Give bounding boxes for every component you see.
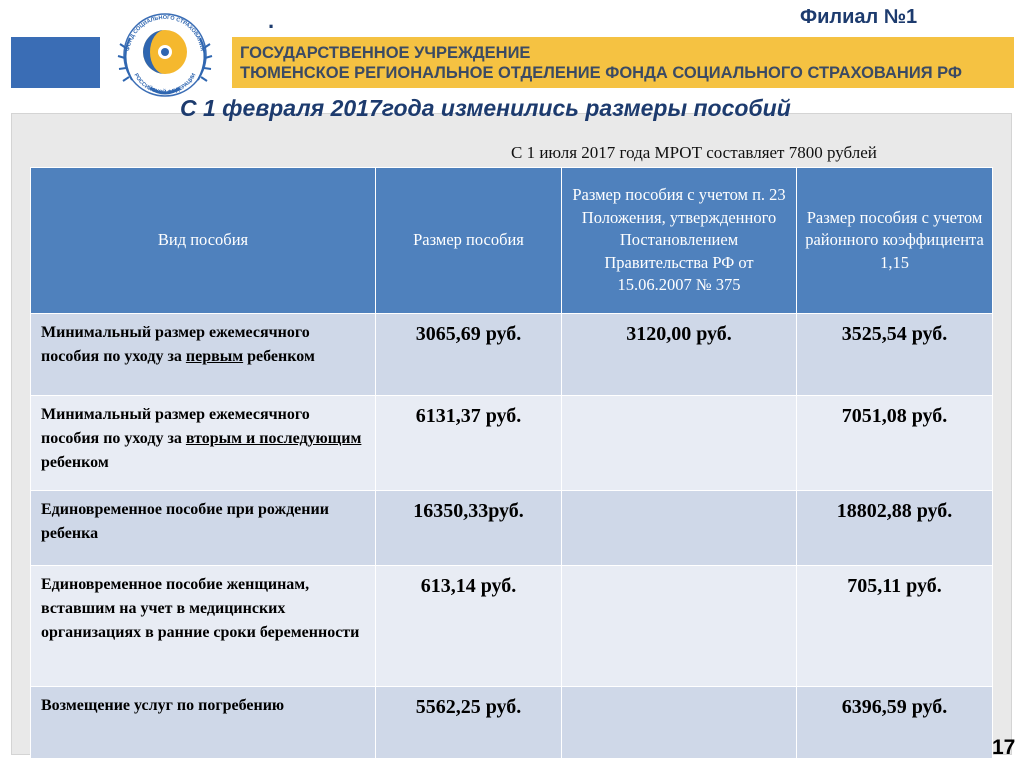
col-header-amount-p23: Размер пособия с учетом п. 23 Положения, утвержденного Постановлением Правительства РФ от 15.06.2007 № 375 xyxy=(562,168,797,314)
fss-emblem-icon xyxy=(110,8,220,102)
benefit-amount-p23 xyxy=(562,396,797,491)
benefit-name: Единовременное пособие при рождении ребенка xyxy=(31,491,376,566)
org-banner xyxy=(232,37,1014,88)
benefit-name: Минимальный размер ежемесячного пособия по уходу за вторым и последующим ребенком xyxy=(31,396,376,491)
table-row xyxy=(31,687,993,759)
benefit-amount-p23 xyxy=(562,566,797,687)
benefit-name: Минимальный размер ежемесячного пособия по уходу за первым ребенком xyxy=(31,314,376,396)
table-header-row xyxy=(31,168,993,314)
benefit-name: Возмещение услуг по погребению xyxy=(31,687,376,759)
branch-label: Филиал №1 xyxy=(800,6,918,28)
benefit-amount-regional: 7051,08 руб. xyxy=(797,396,993,491)
benefit-amount-p23 xyxy=(562,491,797,566)
benefit-amount: 6131,37 руб. xyxy=(376,396,562,491)
col-header-type: Вид пособия xyxy=(31,168,376,314)
table-row xyxy=(31,566,993,687)
org-name-line-2: ТЮМЕНСКОЕ РЕГИОНАЛЬНОЕ ОТДЕЛЕНИЕ ФОНДА СОЦИАЛЬНОГО СТРАХОВАНИЯ РФ xyxy=(240,64,963,82)
org-name-line-1: ГОСУДАРСТВЕННОЕ УЧРЕЖДЕНИЕ xyxy=(240,44,531,62)
logo-text-bottom: РОССИЙСКОЙ ФЕДЕРАЦИИ xyxy=(132,72,198,96)
benefits-table xyxy=(30,167,993,759)
benefit-amount-regional: 18802,88 руб. xyxy=(797,491,993,566)
benefit-name: Единовременное пособие женщинам, вставшим на учет в медицинских организациях в ранние сроки беременности xyxy=(31,566,376,687)
page-number: 17 xyxy=(992,736,1016,759)
benefit-amount: 3065,69 руб. xyxy=(376,314,562,396)
header-dot: . xyxy=(268,8,275,33)
page-title: С 1 февраля 2017года изменились размеры пособий xyxy=(180,95,791,121)
table-row xyxy=(31,396,993,491)
benefit-amount-regional: 6396,59 руб. xyxy=(797,687,993,759)
benefit-amount-regional: 3525,54 руб. xyxy=(797,314,993,396)
col-header-amount: Размер пособия xyxy=(376,168,562,314)
benefit-amount-regional: 705,11 руб. xyxy=(797,566,993,687)
table-row xyxy=(31,314,993,396)
col-header-amount-regional: Размер пособия с учетом районного коэффициента 1,15 xyxy=(797,168,993,314)
logo-text-top: ФОНД СОЦИАЛЬНОГО СТРАХОВАНИЯ xyxy=(125,14,205,52)
benefit-amount-p23: 3120,00 руб. xyxy=(562,314,797,396)
table-row xyxy=(31,491,993,566)
mrot-note: С 1 июля 2017 года МРОТ составляет 7800 рублей xyxy=(511,143,877,162)
decorative-blue-block xyxy=(11,37,100,88)
benefit-amount: 5562,25 руб. xyxy=(376,687,562,759)
benefit-amount: 613,14 руб. xyxy=(376,566,562,687)
benefit-amount: 16350,33руб. xyxy=(376,491,562,566)
benefit-amount-p23 xyxy=(562,687,797,759)
